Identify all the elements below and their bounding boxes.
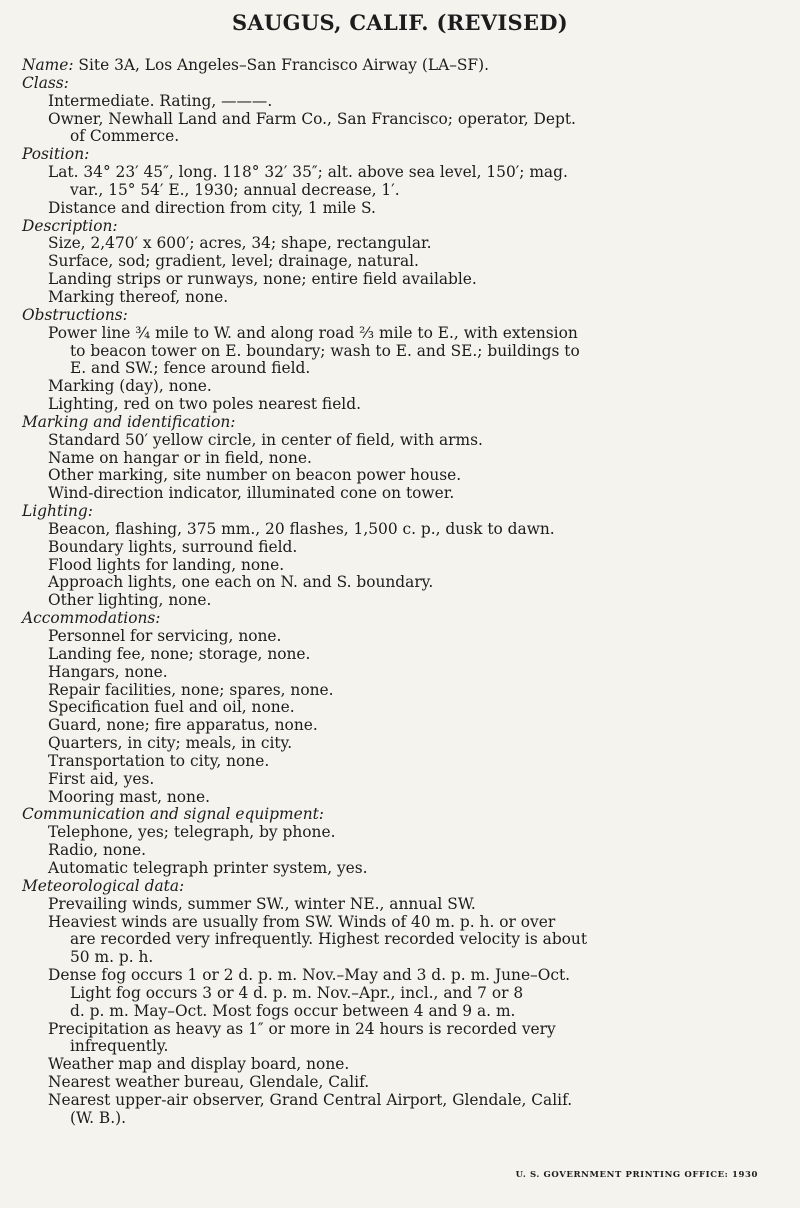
entry-line: Beacon, flashing, 375 mm., 20 flashes, 1,500 c. p., dusk to dawn. [48, 519, 555, 538]
entry-line: Marking thereof, none. [48, 287, 229, 306]
entry-line: 50 m. p. h. [70, 948, 154, 967]
entry-line: Wind-direction indicator, illuminated cone on tower. [48, 484, 455, 503]
entry-line: Owner, Newhall Land and Farm Co., San Francisco; operator, Dept. [48, 109, 576, 128]
entry-line: Distance and direction from city, 1 mile S. [48, 198, 376, 217]
entry-line: Precipitation as heavy as 1″ or more in 24 hours is recorded very [48, 1019, 556, 1038]
section-heading: Obstructions: [22, 305, 128, 324]
entry-line: Weather map and display board, none. [48, 1055, 350, 1074]
entry-line: to beacon tower on E. boundary; wash to E. and SE.; buildings to [70, 341, 580, 360]
entry-line: Personnel for servicing, none. [48, 627, 282, 645]
entry-line: Landing strips or runways, none; entire field available. [48, 270, 477, 289]
entry-line: Other marking, site number on beacon power house. [48, 466, 462, 485]
document-body [22, 57, 792, 1128]
entry-line: Telephone, yes; telegraph, by phone. [48, 823, 336, 842]
entry-line: Mooring mast, none. [48, 787, 210, 806]
entry-line: Heaviest winds are usually from SW. Winds of 40 m. p. h. or over [48, 912, 556, 931]
entry-line: Flood lights for landing, none. [48, 555, 285, 574]
entry-line: Transportation to city, none. [48, 751, 270, 770]
entry-lines [22, 75, 792, 1128]
entry-line: Lat. 34° 23′ 45″, long. 118° 32′ 35″; alt. above sea level, 150′; mag. [48, 163, 568, 182]
entry-line: E. and SW.; fence around field. [70, 359, 311, 378]
section-heading: Class: [22, 73, 69, 92]
entry-line: of Commerce. [70, 127, 180, 146]
section-heading: Description: [22, 216, 118, 235]
entry-line: d. p. m. May–Oct. Most fogs occur between 4 and 9 a. m. [70, 1001, 516, 1020]
entry-line: Dense fog occurs 1 or 2 d. p. m. Nov.–May and 3 d. p. m. June–Oct. [48, 966, 571, 985]
printer-footer: U. S. GOVERNMENT PRINTING OFFICE: 1930 [515, 1170, 758, 1180]
entry-line: Boundary lights, surround field. [48, 537, 298, 556]
section-heading: Position: [22, 145, 90, 164]
entry-line: infrequently. [70, 1037, 169, 1056]
entry-line: Nearest upper-air observer, Grand Central Airport, Glendale, Calif. [48, 1090, 573, 1109]
name-line [22, 57, 792, 75]
entry-line: Quarters, in city; meals, in city. [48, 734, 293, 753]
entry-line: Standard 50′ yellow circle, in center of field, with arms. [48, 430, 483, 449]
entry-line: Radio, none. [48, 841, 147, 860]
section-heading: Accommodations: [22, 609, 161, 628]
entry-line: Name on hangar or in field, none. [48, 448, 312, 467]
entry-line: Surface, sod; gradient, level; drainage, natural. [48, 252, 419, 271]
entry-line: Size, 2,470′ x 600′; acres, 34; shape, rectangular. [48, 234, 432, 253]
entry-line: First aid, yes. [48, 769, 155, 788]
entry-line: Light fog occurs 3 or 4 d. p. m. Nov.–Apr., incl., and 7 or 8 [70, 983, 524, 1002]
entry-line: Approach lights, one each on N. and S. boundary. [48, 573, 434, 592]
section-heading: Lighting: [22, 502, 93, 521]
entry-line: Specification fuel and oil, none. [48, 698, 295, 717]
entry-line: are recorded very infrequently. Highest recorded velocity is about [70, 930, 588, 949]
name-label: Name: [22, 56, 74, 74]
entry-line: Automatic telegraph printer system, yes. [48, 858, 368, 877]
entry-line: Prevailing winds, summer SW., winter NE., annual SW. [48, 894, 476, 913]
entry-line: Hangars, none. [48, 662, 168, 681]
entry-line: Guard, none; fire apparatus, none. [48, 716, 318, 735]
entry-line: Lighting, red on two poles nearest field. [48, 395, 361, 414]
page-title: SAUGUS, CALIF. (REVISED) [231, 10, 569, 35]
section-heading: Communication and signal equipment: [22, 805, 324, 824]
entry-line: Nearest weather bureau, Glendale, Calif. [48, 1073, 370, 1092]
entry-line: var., 15° 54′ E., 1930; annual decrease, 1′. [70, 180, 400, 199]
entry-line: (W. B.). [70, 1108, 127, 1127]
entry-line: Intermediate. Rating, ———. [48, 91, 273, 110]
section-heading: Meteorological data: [22, 876, 185, 895]
entry-line: Power line ¾ mile to W. and along road ⅔ mile to E., with extension [48, 323, 578, 342]
entry-line: Marking (day), none. [48, 377, 212, 396]
entry-line: Repair facilities, none; spares, none. [48, 680, 334, 699]
section-heading: Marking and identification: [22, 412, 236, 431]
entry-line: Other lighting, none. [48, 591, 212, 610]
entry-line: Landing fee, none; storage, none. [48, 644, 311, 663]
name-value: Site 3A, Los Angeles–San Francisco Airway (LA–SF). [73, 56, 490, 74]
